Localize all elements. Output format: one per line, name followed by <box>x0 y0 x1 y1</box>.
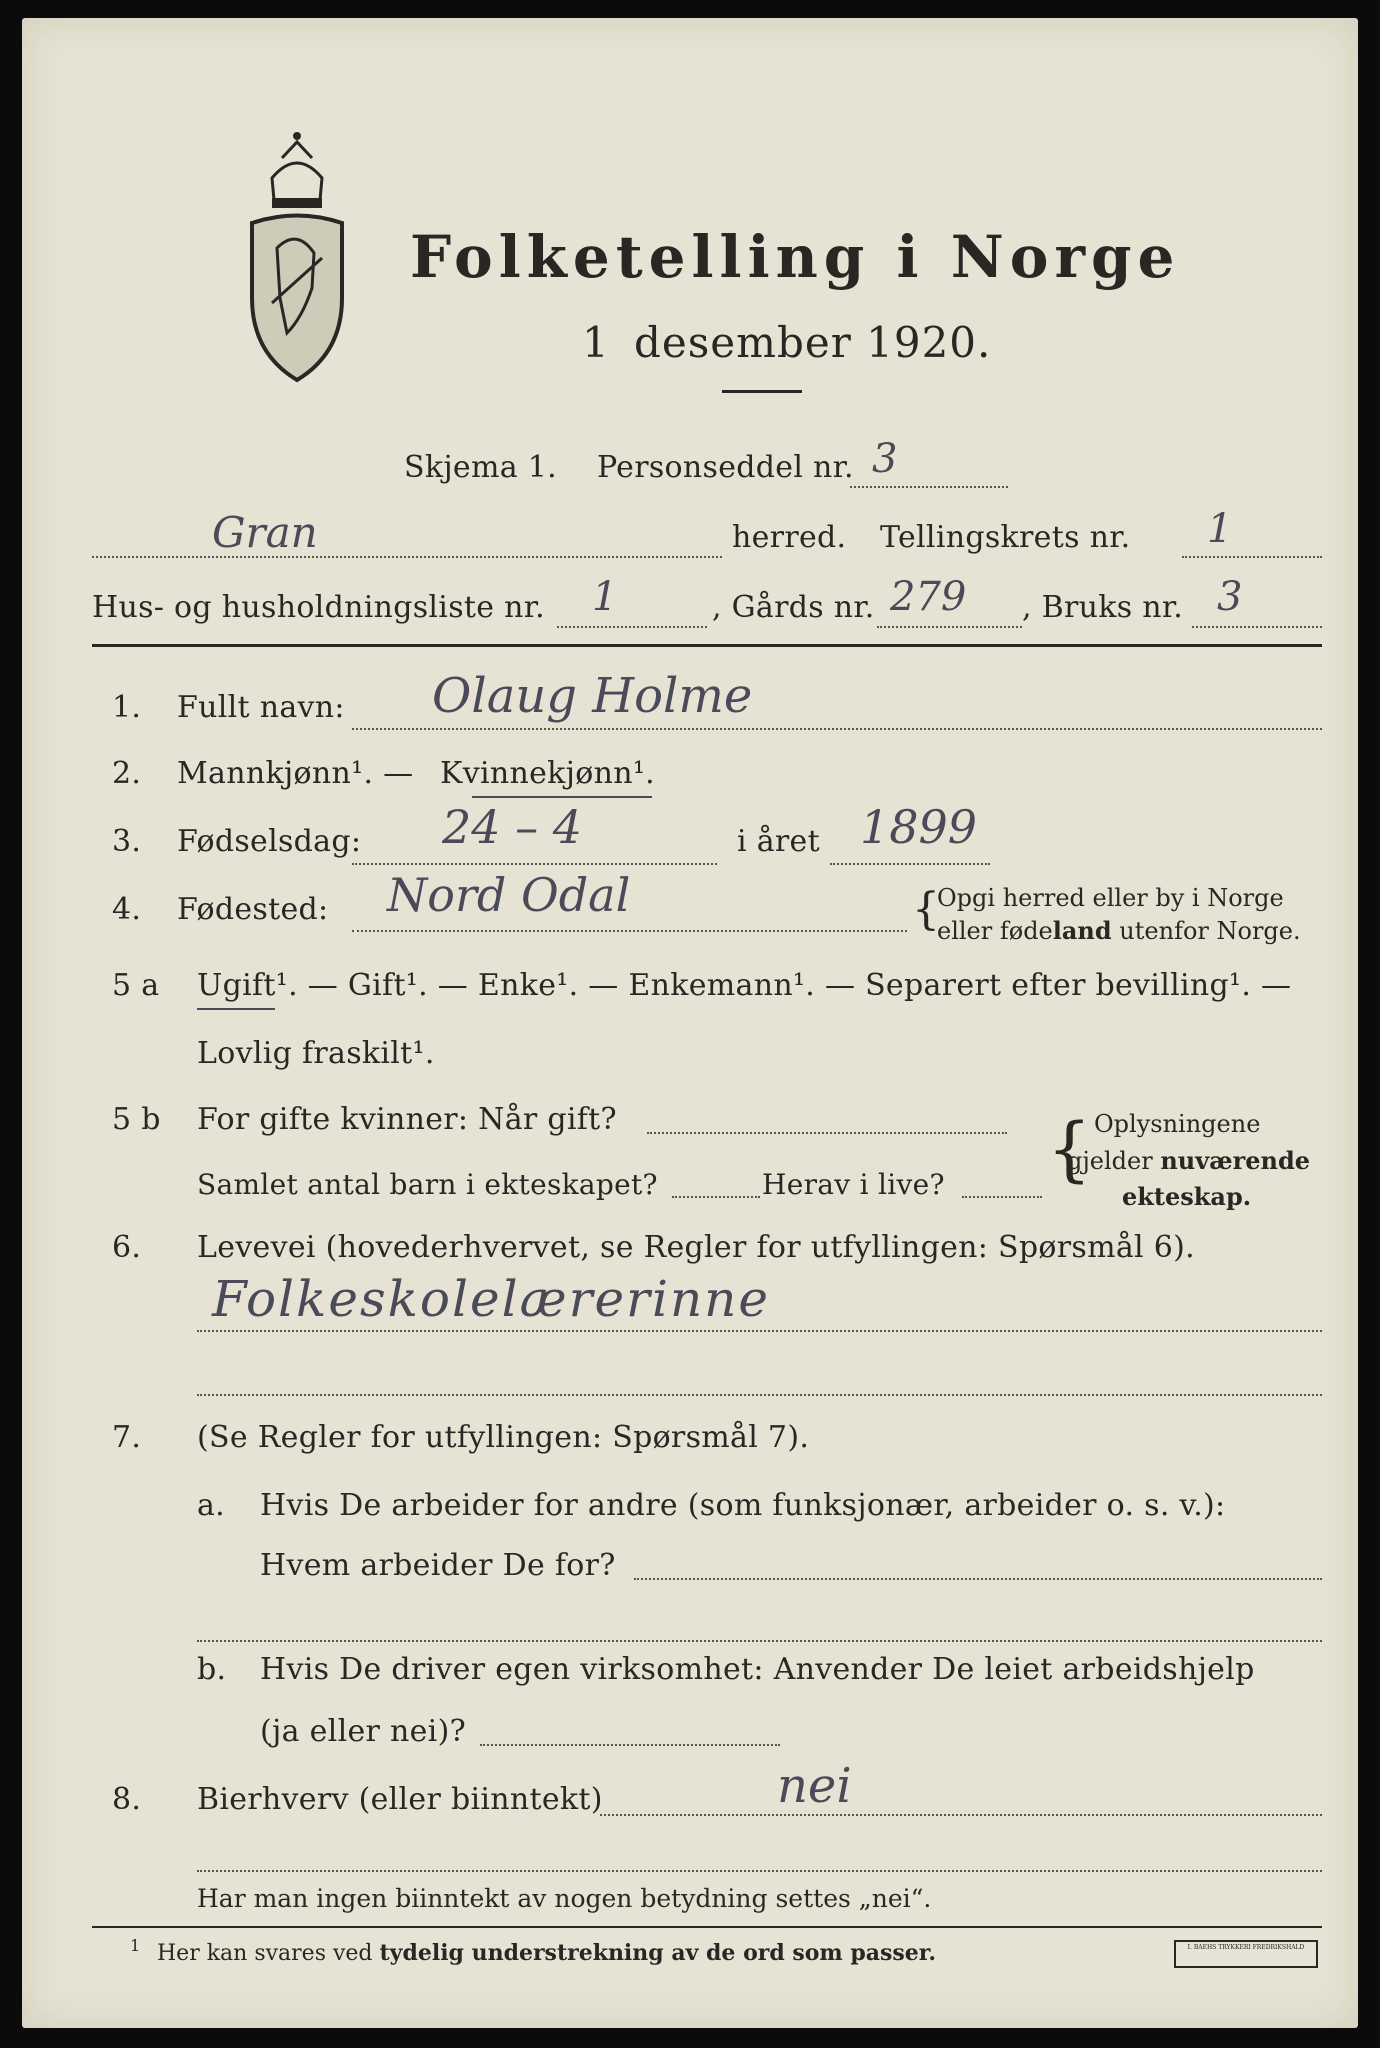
q6-number: 6. <box>112 1230 142 1265</box>
footnote-number: 1 <box>130 1936 141 1955</box>
form-title: Folketelling i Norge <box>410 223 1181 291</box>
q5b-note-line3: ekteskap. <box>1122 1182 1252 1211</box>
gards-value[interactable]: 279 <box>890 574 967 620</box>
q3-birthdate-value[interactable]: 24 – 4 <box>442 800 583 854</box>
q5a-fraskilt[interactable]: Lovlig fraskilt¹. <box>197 1036 435 1071</box>
tellingskrets-value[interactable]: 1 <box>1207 506 1233 552</box>
q2-mannkjonn[interactable]: Mannkjønn¹. — <box>177 756 414 791</box>
q1-full-name-value[interactable]: Olaug Holme <box>432 668 753 724</box>
q4-note-line2: eller fødeland utenfor Norge. <box>937 916 1301 945</box>
q3-year-label: i året <box>737 824 820 859</box>
census-date-day: 1 <box>582 318 610 367</box>
q1-line <box>352 728 1322 730</box>
husholdningsliste-value[interactable]: 1 <box>592 574 618 620</box>
q7a-line1: Hvis De arbeider for andre (som funksjonær, arbeider o. s. v.): <box>260 1488 1226 1523</box>
q7-number: 7. <box>112 1420 142 1455</box>
q7b-line2: (ja eller nei)? <box>260 1714 466 1749</box>
q3-year-line <box>830 863 990 865</box>
q5b-herav-line[interactable] <box>962 1196 1042 1198</box>
herred-value[interactable]: Gran <box>212 508 318 557</box>
q4-line <box>352 930 907 932</box>
q8-side-income-value[interactable]: nei <box>777 1758 852 1814</box>
q7a-extra-line <box>197 1640 1322 1642</box>
tellingskrets-line <box>1182 556 1322 558</box>
footer-note: Har man ingen biinntekt av nogen betydning settes „nei“. <box>197 1884 932 1913</box>
q1-label: Fullt navn: <box>177 690 345 725</box>
husholdningsliste-label: Hus- og husholdningsliste nr. <box>92 590 545 625</box>
q5a-underline-mark <box>197 1008 275 1010</box>
bruks-value[interactable]: 3 <box>1217 574 1243 620</box>
q4-number: 4. <box>112 892 142 927</box>
q1-number: 1. <box>112 690 142 725</box>
q4-birthplace-value[interactable]: Nord Odal <box>387 868 631 922</box>
q7a-line2: Hvem arbeider De for? <box>260 1548 616 1583</box>
q2-underline-mark <box>472 796 652 798</box>
q5a-number: 5 a <box>112 968 160 1003</box>
q7a-number: a. <box>197 1488 226 1523</box>
personseddel-line <box>850 486 1008 488</box>
footnote-text: Her kan svares ved tydelig understrekning av de ord som passer. <box>157 1940 937 1966</box>
q6-label: Levevei (hovederhvervet, se Regler for utfyllingen: Spørsmål 6). <box>197 1230 1195 1265</box>
bruks-line <box>1192 626 1322 628</box>
q7a-employer-line[interactable] <box>634 1578 1322 1580</box>
q5b-note-line1: Oplysningene <box>1094 1110 1261 1138</box>
q8-line1 <box>600 1814 1322 1816</box>
q7b-number: b. <box>197 1652 227 1687</box>
q5b-nar-gift-label: For gifte kvinner: Når gift? <box>197 1102 617 1137</box>
q5b-note-line2: gjelder nuværende <box>1067 1146 1311 1175</box>
q4-brace: { <box>912 884 940 935</box>
personseddel-value[interactable]: 3 <box>872 436 898 482</box>
q5b-barn-line[interactable] <box>672 1196 760 1198</box>
q3-number: 3. <box>112 824 142 859</box>
q8-label: Bierhverv (eller biinntekt) <box>197 1782 603 1817</box>
q3-year-value[interactable]: 1899 <box>860 800 978 854</box>
q7b-answer-line[interactable] <box>480 1744 780 1746</box>
q3-label: Fødselsdag: <box>177 824 362 859</box>
skjema-label: Skjema 1. <box>404 450 557 485</box>
q7b-line1: Hvis De driver egen virksomhet: Anvender De leiet arbeidshjelp <box>260 1652 1255 1687</box>
census-date: desember 1920. <box>634 318 992 367</box>
tellingskrets-label: Tellingskrets nr. <box>880 520 1131 555</box>
q2-kvinnekjonn[interactable]: Kvinnekjønn¹. <box>440 756 655 791</box>
header-separator <box>92 644 1322 647</box>
q5b-brace: { <box>1047 1108 1092 1190</box>
q5b-nar-gift-line[interactable] <box>647 1132 1007 1134</box>
q5b-barn-label: Samlet antal barn i ekteskapet? <box>197 1168 658 1201</box>
q8-number: 8. <box>112 1782 142 1817</box>
footer-separator <box>92 1926 1322 1928</box>
q5b-number: 5 b <box>112 1102 161 1137</box>
census-form-page <box>22 18 1358 2028</box>
q3-date-line <box>352 863 717 865</box>
title-divider <box>722 390 802 393</box>
herred-label: herred. <box>732 520 847 555</box>
q4-note-line1: Opgi herred eller by i Norge <box>937 884 1284 912</box>
q5b-herav-label: Herav i live? <box>762 1168 945 1201</box>
bruks-label: , Bruks nr. <box>1022 590 1184 625</box>
q6-line1 <box>197 1330 1322 1332</box>
q7-label: (Se Regler for utfyllingen: Spørsmål 7). <box>197 1420 810 1455</box>
q5a-marital-options[interactable]: Ugift¹. — Gift¹. — Enke¹. — Enkemann¹. — Separert efter bevilling¹. — <box>197 968 1292 1003</box>
gards-label: , Gårds nr. <box>712 590 875 625</box>
gards-line <box>877 626 1022 628</box>
printer-stamp: I. BAEHS TRYKKERI FREDRIKSHALD <box>1174 1940 1318 1968</box>
q6-line2 <box>197 1394 1322 1396</box>
norwegian-coat-of-arms-icon <box>242 128 352 388</box>
q6-occupation-value[interactable]: Folkeskolelærerinne <box>212 1270 770 1328</box>
herred-line <box>92 556 722 558</box>
q2-number: 2. <box>112 756 142 791</box>
personseddel-label: Personseddel nr. <box>597 450 854 485</box>
q8-line2 <box>197 1870 1322 1872</box>
husholdningsliste-line <box>557 626 707 628</box>
q4-label: Fødested: <box>177 892 329 927</box>
